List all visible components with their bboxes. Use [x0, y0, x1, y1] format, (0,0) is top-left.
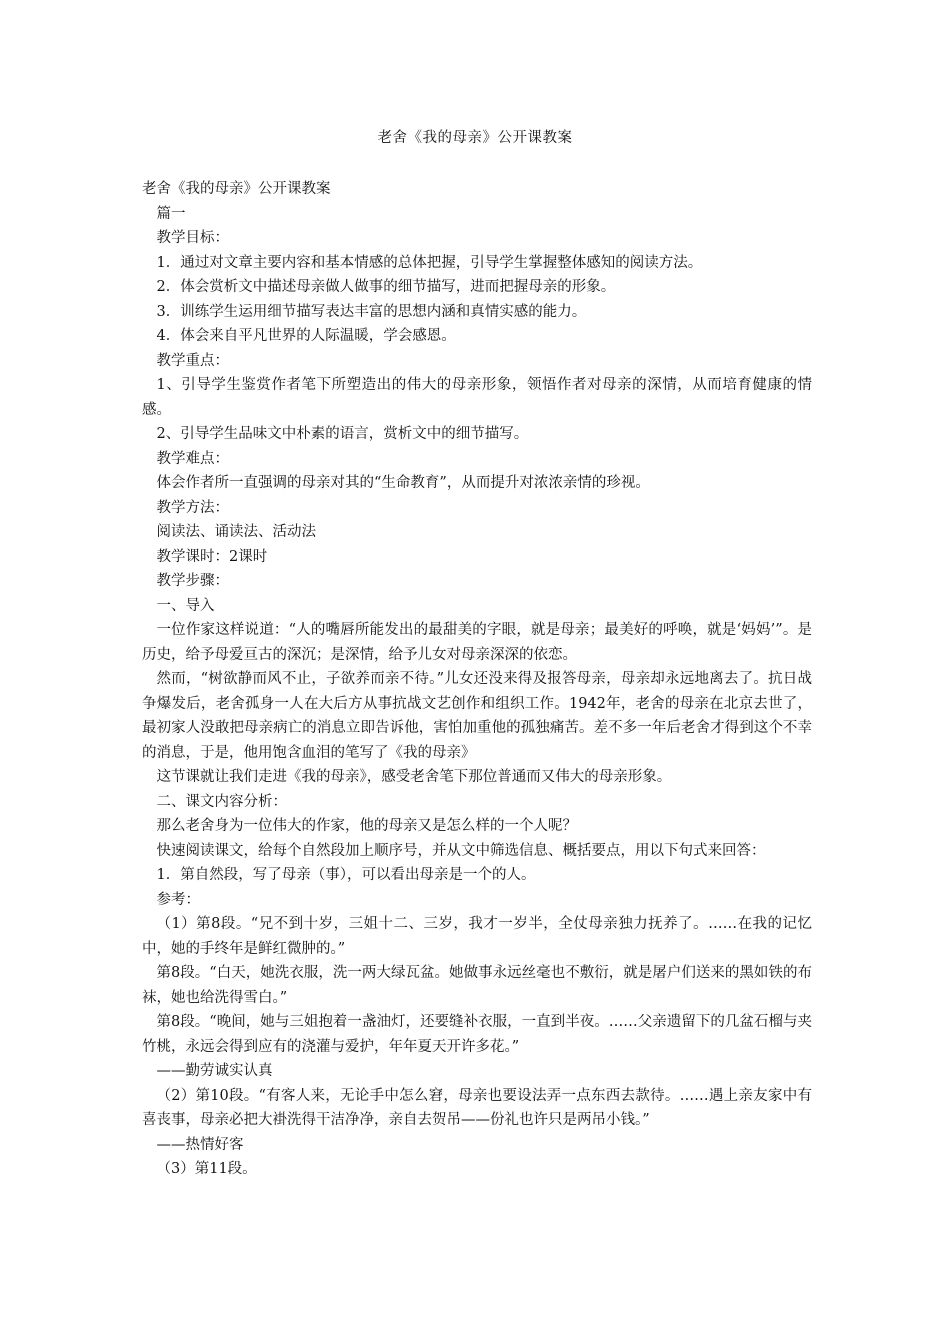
paragraph: 教学难点：	[156, 450, 229, 467]
paragraph: 教学课时：2课时	[156, 548, 268, 565]
paragraph: 教学重点：	[156, 352, 229, 369]
paragraph: 体会作者所一直强调的母亲对其的“生命教育”，从而提升对浓浓亲情的珍视。	[156, 475, 650, 491]
paragraph: 2、引导学生品味文中朴素的语言，赏析文中的细节描写。	[156, 426, 529, 442]
paragraph: 教学步骤：	[156, 573, 229, 589]
paragraph: （3）第11段。	[156, 1161, 257, 1177]
paragraph: ——热情好客	[156, 1136, 244, 1153]
paragraph: 教学目标：	[156, 230, 229, 246]
paragraph: 那么老舍身为一位伟大的作家，他的母亲又是怎么样的一个人呢？	[156, 818, 577, 834]
paragraph: 4．体会来自平凡世界的人际温暖，学会感恩。	[156, 328, 456, 344]
paragraph: （1）第8段。“兄不到十岁，三姐十二、三岁，我才一岁半，全仗母亲独力抚养了。……在我的记忆中，她的手终年是鲜红微肿的。”	[142, 916, 812, 957]
paragraph: 1．通过对文章主要内容和基本情感的总体把握，引导学生掌握整体感知的阅读方法。	[156, 254, 703, 271]
paragraph: 一、导入	[156, 597, 215, 614]
paragraph: 1、引导学生鉴赏作者笔下所塑造出的伟大的母亲形象，领悟作者对母亲的深情，从而培育健康的情感。	[142, 377, 812, 418]
paragraph: （2）第10段。“有客人来，无论手中怎么窘，母亲也要设法弄一点东西去款待。……遇上亲友家中有喜丧事，母亲必把大褂洗得干洁净净，亲自去贺吊——份礼也许只是两吊小钱。”	[142, 1087, 812, 1128]
paragraph: 篇一	[156, 205, 186, 222]
paragraph: 教学方法：	[156, 499, 229, 516]
paragraph: 2．体会赏析文中描述母亲做人做事的细节描写，进而把握母亲的形象。	[156, 279, 616, 295]
document-body	[142, 177, 812, 1182]
paragraph: ——勤劳诚实认真	[156, 1063, 273, 1079]
paragraph: 阅读法、诵读法、活动法	[156, 524, 316, 540]
paragraph: 老舍《我的母亲》公开课教案	[142, 181, 331, 197]
paragraph: 第8段。“晚间，她与三姐抱着一盏油灯，还要缝补衣服，一直到半夜。……父亲遗留下的几盆石榴与夹竹桃，永远会得到应有的浇灌与爱护，年年夏天开许多花。”	[142, 1014, 812, 1055]
document-title: 老舍《我的母亲》公开课教案	[377, 130, 573, 146]
paragraph: 第8段。“白天，她洗衣服，洗一两大绿瓦盆。她做事永远丝毫也不敷衍，就是屠户们送来的黑如铁的布袜，她也给洗得雪白。”	[142, 965, 812, 1006]
paragraph: 3．训练学生运用细节描写表达丰富的思想内涵和真情实感的能力。	[156, 303, 587, 320]
paragraph: 1．第自然段，写了母亲（事），可以看出母亲是一个的人。	[156, 867, 536, 883]
paragraph: 这节课就让我们走进《我的母亲》，感受老舍笔下那位普通而又伟大的母亲形象。	[156, 769, 672, 785]
paragraph: 快速阅读课文，给每个自然段加上顺序号，并从文中筛选信息、概括要点，用以下句式来回答：	[156, 842, 766, 859]
paragraph: 二、课文内容分析：	[156, 793, 287, 810]
paragraph: 一位作家这样说道：“人的嘴唇所能发出的最甜美的字眼，就是母亲；最美好的呼唤，就是‘妈妈’”。是历史，给予母爱亘古的深沉；是深情，给予儿女对母亲深深的依恋。	[142, 622, 812, 663]
paragraph: 然而，“树欲静而风不止，子欲养而亲不待。”儿女还没来得及报答母亲，母亲却永远地离去了。抗日战争爆发后，老舍孤身一人在大后方从事抗战文艺创作和组织工作。1942年，老舍的母亲在北京去世了，最初家人没敢把母亲病亡的消息立即告诉他，害怕加重他的孤独痛苦。差不多一年后老舍才得到这个不幸的消息，于是，他用饱含血泪的笔写了《我的母亲》	[142, 671, 812, 761]
paragraph: 参考：	[156, 891, 200, 908]
